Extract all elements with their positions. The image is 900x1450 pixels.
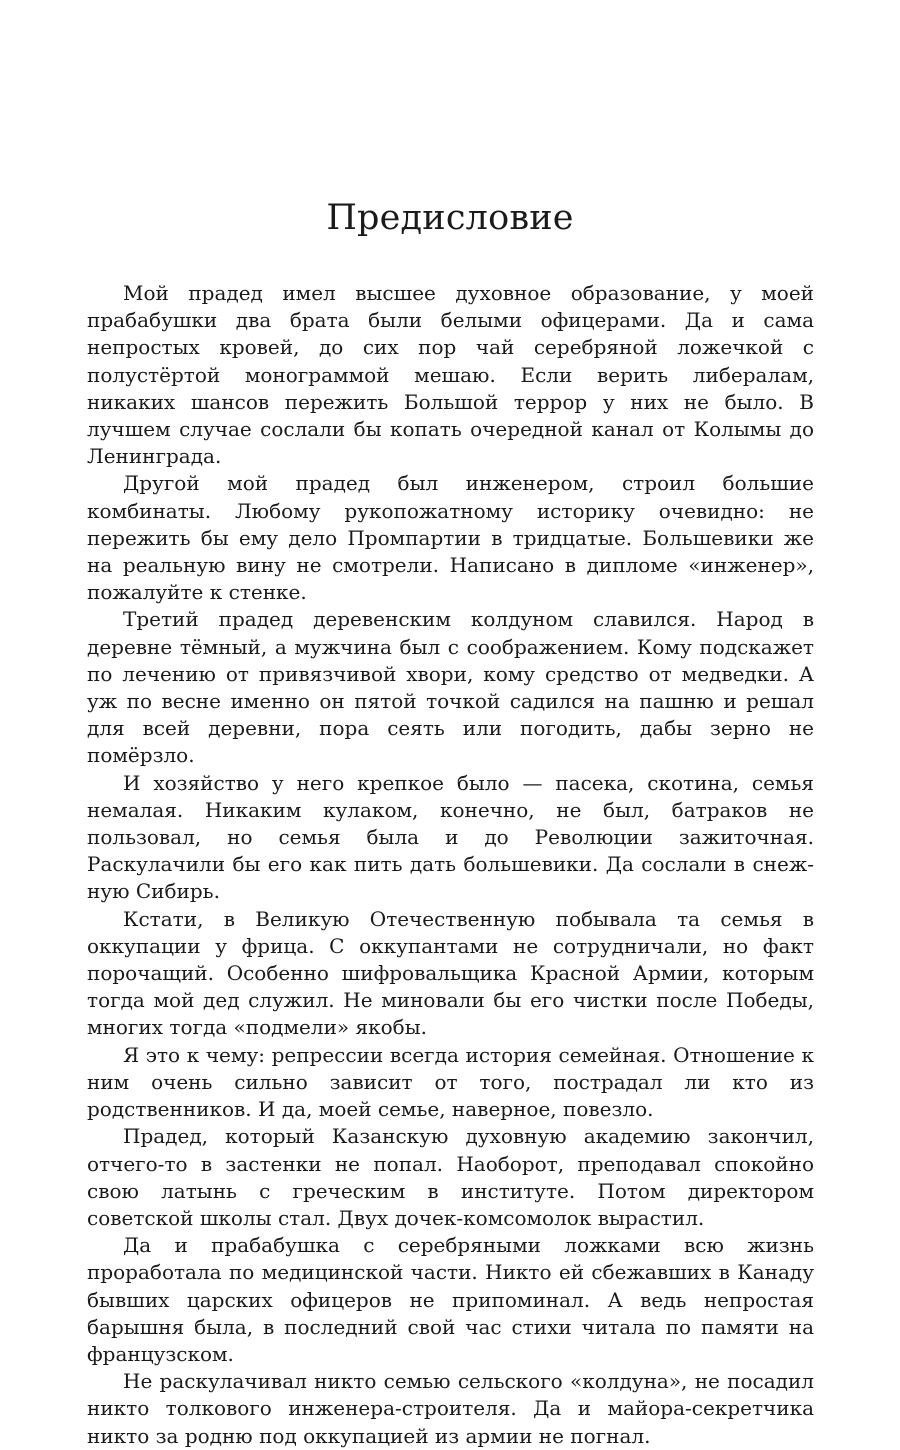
paragraph: Прадед, который Казанскую духовную академию закончил, отчего-то в застенки не попал. Наоборот, преподавал спокойно свою латынь с греческим в институте. Потом директором советской школы стал. Двух дочек-комсомолок вырастил. [87,1124,814,1230]
chapter-title: Предисловие [326,198,574,238]
paragraph: Я это к чему: репрессии всегда история семейная. Отношение к ним очень сильно зависит от того, пострадал ли кто из родственников. И да, моей семье, наверное, повезло. [87,1042,814,1122]
paragraph: Третий прадед деревенским колдуном славился. Народ в деревне тёмный, а мужчина был с соображением. Кому подскажет по лечению от привязчивой хвори, кому средство от медведки. А уж по весне именно он пятой точкой садился на пашню и решал для всей деревни, пора сеять или погодить, дабы зерно не помёрзло. [87,607,814,768]
paragraph: Мой прадед имел высшее духовное образование, у моей прабабушки два брата были белыми офицерами. Да и сама непростых кровей, до сих пор чай серебряной ложечкой с полустёртой монограммой мешаю. Если верить либералам, никаких шансов пережить Большой террор у них не было. В лучшем случае сослали бы копать очередной канал от Колымы до Ленинграда. [87,281,814,469]
chapter-body [87,280,814,1450]
paragraph: И хозяйство у него крепкое было — пасека, скотина, семья немалая. Никаким кулаком, конечно, не был, батраков не пользовал, но семья была и до Революции зажиточная. Раскулачили бы его как пить дать большевики. Да сослали в снежную Сибирь. [87,770,814,904]
paragraph: Да и прабабушка с серебряными ложками всю жизнь проработала по медицинской части. Никто ей сбежавших в Канаду бывших царских офицеров не припоминал. А ведь непростая барышня была, в последний свой час стихи читала по памяти на французском. [87,1233,814,1366]
paragraph: Кстати, в Великую Отечественную побывала та семья в оккупации у фрица. С оккупантами не сотрудничали, но факт порочащий. Особенно шифровальщика Красной Армии, которым тогда мой дед служил. Не миновали бы его чистки после Победы, многих тогда «подмели» якобы. [87,906,814,1040]
paragraph: Другой мой прадед был инженером, строил большие комбинаты. Любому рукопожатному историку очевидно: не пережить бы ему дело Промпартии в тридцатые. Большевики же на реальную вину не смотрели. Написано в дипломе «инженер», пожалуйте к стенке. [87,471,814,605]
paragraph: Не раскулачивал никто семью сельского «колдуна», не посадил никто толкового инженера-строителя. Да и майора-секретчика никто за родню под оккупацией из армии не погнал. [87,1369,814,1448]
